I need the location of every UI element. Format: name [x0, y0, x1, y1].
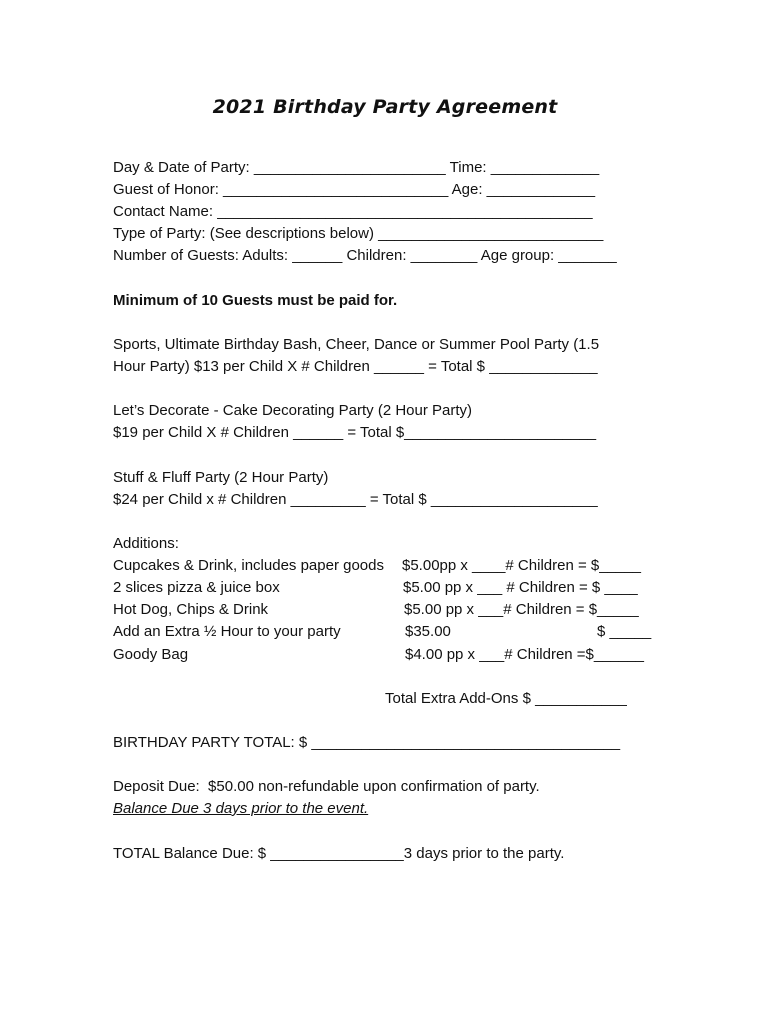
number-of-guests-field: Number of Guests: Adults: ______ Children: ________ Age group: _______ [113, 247, 617, 264]
addition-item-label: Hot Dog, Chips & Drink [113, 601, 269, 618]
page-title: 2021 Birthday Party Agreement [212, 96, 558, 118]
addition-item-price: $5.00pp x ____# Children = $_____ [402, 557, 641, 574]
cake-party-line2: $19 per Child X # Children ______ = Total $_______________________ [113, 424, 597, 441]
sports-party-line2: Hour Party) $13 per Child X # Children ______ = Total $ _____________ [113, 358, 598, 375]
additions-heading: Additions: [113, 535, 179, 552]
deposit-due: Deposit Due: $50.00 non-refundable upon confirmation of party. [113, 778, 540, 795]
addition-item-label: Add an Extra ½ Hour to your party [113, 623, 341, 640]
addition-item-label: 2 slices pizza & juice box [113, 579, 280, 596]
stuff-party-line1: Stuff & Fluff Party (2 Hour Party) [113, 469, 329, 486]
total-extra-addons: Total Extra Add-Ons $ ___________ [385, 690, 627, 707]
stuff-party-line2: $24 per Child x # Children _________ = Total $ ____________________ [113, 491, 598, 508]
minimum-guests-note: Minimum of 10 Guests must be paid for. [113, 292, 398, 309]
party-type-field: Type of Party: (See descriptions below) ___________________________ [113, 225, 604, 242]
addition-item-label: Cupcakes & Drink, includes paper goods [113, 557, 384, 574]
balance-due-note: Balance Due 3 days prior to the event. [113, 800, 369, 817]
total-balance-due: TOTAL Balance Due: $ ________________3 days prior to the party. [113, 845, 565, 862]
guest-of-honor-field: Guest of Honor: ___________________________ Age: _____________ [113, 181, 596, 198]
addition-item-price: $5.00 pp x ___# Children = $_____ [404, 601, 639, 618]
date-time-field: Day & Date of Party: _______________________ Time: _____________ [113, 159, 600, 176]
addition-item-price: $5.00 pp x ___ # Children = $ ____ [403, 579, 638, 596]
addition-item-price: $35.00 [405, 623, 451, 640]
birthday-party-total: BIRTHDAY PARTY TOTAL: $ _____________________________________ [113, 734, 621, 751]
addition-item-price-total: $ _____ [597, 623, 652, 640]
addition-item-label: Goody Bag [113, 646, 189, 663]
cake-party-line1: Let’s Decorate - Cake Decorating Party (2 Hour Party) [113, 402, 473, 419]
contact-name-field: Contact Name: _____________________________________________ [113, 203, 593, 220]
addition-item-price: $4.00 pp x ___# Children =$______ [405, 646, 644, 663]
sports-party-line1: Sports, Ultimate Birthday Bash, Cheer, Dance or Summer Pool Party (1.5 [113, 336, 600, 353]
